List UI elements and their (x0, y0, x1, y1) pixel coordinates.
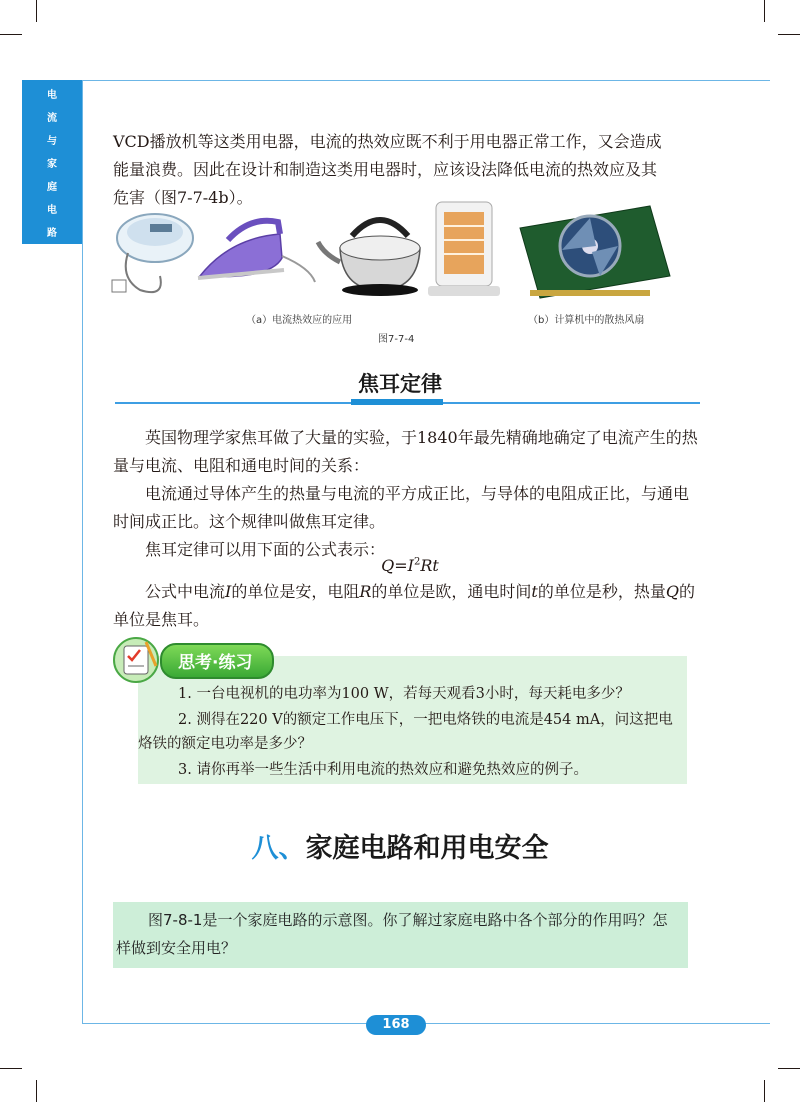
figure-7-7-4-images (110, 198, 690, 308)
paragraph-formula-intro: 焦耳定律可以用下面的公式表示： (145, 540, 386, 559)
side-tab-char: 流 (47, 113, 57, 124)
variable-q: Q (665, 582, 679, 601)
crop-mark (764, 1080, 765, 1102)
text-line: 能量浪费。因此在设计和制造这类用电器时，应该设法降低电流的热效应及其 (113, 160, 658, 179)
space-heater-image (428, 202, 500, 296)
side-tab-char: 路 (47, 228, 57, 239)
electric-kettle-image (318, 220, 420, 296)
figure-label: 图7-7-4 (378, 334, 415, 345)
crop-mark (778, 34, 800, 35)
crop-mark (764, 0, 765, 22)
text-run: 的单位是秒，热量 (537, 582, 666, 601)
crop-mark (0, 34, 22, 35)
side-tab-char: 电 (47, 90, 57, 101)
formula-q: Q (381, 556, 395, 575)
text-run: 的单位是安，电阻 (231, 582, 360, 601)
think-practice-title: 思考·练习 (178, 653, 253, 673)
chapter-title-text: 家庭电路和用电安全 (305, 833, 549, 864)
crop-mark (0, 1068, 22, 1069)
variable-t: t (531, 582, 538, 601)
chapter-intro-text: 图7-8-1是一个家庭电路的示意图。你了解过家庭电路中各个部分的作用吗？怎样做到安全用电？ (116, 911, 668, 957)
footer-rule (82, 1023, 770, 1024)
text-run: 的单位是欧，通电时间 (371, 582, 532, 601)
paragraph-joule-experiment: 英国物理学家焦耳做了大量的实验，于1840年最先精确地确定了电流产生的热量与电流、电阻和通电时间的关系： (113, 428, 698, 475)
formula-i: I (407, 556, 414, 575)
variable-r: R (359, 582, 372, 601)
side-tab-char: 家 (47, 159, 57, 170)
heater-cup-image (112, 214, 193, 292)
chapter-title (200, 826, 600, 865)
exercise-2: 2. 测得在220 V的额定工作电压下，一把电烙铁的电流是454 mA，问这把电烙铁的额定电功率是多少？ (138, 712, 673, 752)
chapter-number: 八、 (251, 833, 306, 864)
crop-mark (36, 1080, 37, 1102)
section-title: 焦耳定律 (358, 372, 442, 396)
paragraph-joule-law: 电流通过导体产生的热量与电流的平方成正比，与导体的电阻成正比，与通电时间成正比。这个规律叫做焦耳定律。 (113, 484, 690, 531)
side-tab-char: 庭 (47, 182, 57, 193)
figure-caption-a: （a）电流热效应的应用 (246, 315, 353, 326)
exercise-1: 1. 一台电视机的电功率为100 W，若每天观看3小时，每天耗电多少？ (178, 686, 630, 702)
clipboard-check-icon (112, 636, 162, 684)
crop-mark (36, 0, 37, 22)
electric-iron-image (198, 221, 315, 282)
formula-exponent: 2 (414, 556, 421, 568)
crop-mark (778, 1068, 800, 1069)
exercise-3: 3. 请你再举一些生活中利用电流的热效应和避免热效应的例子。 (178, 762, 588, 778)
side-tab-char: 电 (47, 205, 57, 216)
side-tab-char: 与 (47, 136, 57, 147)
left-rule (82, 80, 83, 1024)
page-number: 168 (366, 1015, 426, 1035)
text-line: VCD播放机等这类用电器，电流的热效应既不利于用电器正常工作，又会造成 (113, 132, 662, 151)
formula-equals: = (394, 556, 408, 575)
text-run: 公式中电流 (145, 582, 226, 601)
variable-i: I (225, 582, 232, 601)
text-run: 的单位是焦耳。 (113, 582, 696, 629)
header-rule (82, 80, 770, 81)
joule-formula (360, 556, 460, 575)
paragraph-units (113, 578, 701, 634)
chapter-side-tab (22, 80, 82, 244)
figure-caption-b: （b）计算机中的散热风扇 (528, 315, 645, 326)
graphics-card-fan-image (520, 206, 670, 298)
formula-rt: Rt (420, 556, 439, 575)
section-rule-accent (351, 399, 443, 405)
text-line: 危害（图7-7-4b）。 (113, 188, 253, 207)
